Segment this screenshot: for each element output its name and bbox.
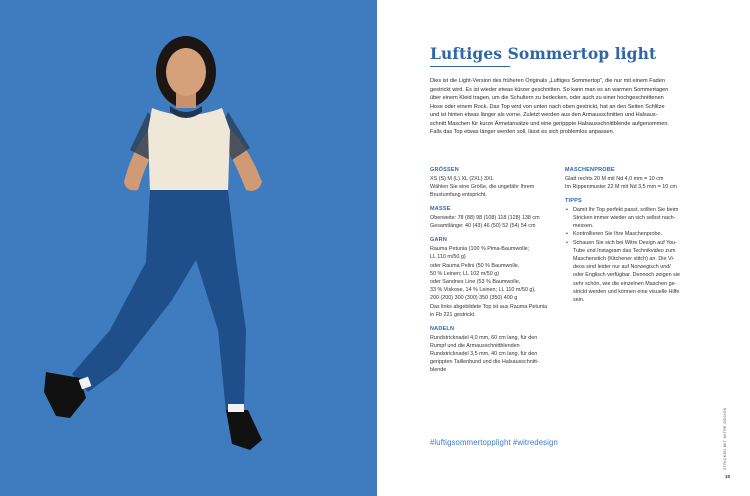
tip-line: • Schauen Sie sich bei Witre Design auf You-: [573, 239, 677, 246]
tip-item: [565, 206, 705, 231]
tip-line: Maschenstich (Kitchener stitch) an. Die Vi-: [573, 256, 675, 263]
running-footer: [723, 407, 733, 470]
nadeln-section: [430, 325, 555, 375]
section-line: Gesamtlänge: 40 (43) 46 (50) 52 (54) 54 cm: [430, 223, 536, 230]
maschenprobe-section: [565, 166, 705, 191]
tip-line: • Kontrollieren Sie Ihre Maschenprobe.: [573, 231, 662, 238]
running-footer-text: STRICKEN MIT WITRE DESIGN: [723, 407, 727, 470]
tip-item: [565, 239, 705, 305]
section-heading: MASCHENPROBE: [565, 167, 615, 173]
section-line: Rundstricknadel 3,5 mm, 40 cm lang, für den: [430, 351, 538, 358]
section-line: Das links abgebildete Top ist aus Rauma Petunia: [430, 303, 548, 310]
tip-line: sein.: [573, 297, 585, 304]
section-line: in Fb 221 gestrickt.: [430, 311, 476, 318]
tip-item: [565, 230, 705, 238]
section-line: blende: [430, 367, 447, 374]
section-line: Brustumfang entspricht.: [430, 192, 487, 199]
section-line: gerippten Taillenbund und die Halsausschnitt-: [430, 359, 539, 366]
section-line: XS (S) M (L) XL (2XL) 3XL: [430, 175, 494, 182]
section-line: Rundstricknadel 4,0 mm, 60 cm lang, für den: [430, 334, 538, 341]
section-line: Rumpf und die Armausschnittblenden: [430, 342, 520, 349]
section-heading: NADELN: [430, 325, 455, 332]
tipps-section: [565, 197, 705, 304]
intro-line: schnitt Maschen für kurze Ärmelansätze und eine geripppte Halsausschnittblende aufgenommen.: [430, 120, 669, 127]
section-line: 200 (200) 300 (300) 350 (350) 400 g: [430, 295, 518, 302]
tip-line: strickt werden und können eine visuelle Hilfe: [573, 288, 680, 295]
section-line: LL 110 m/50 g): [430, 254, 466, 261]
page-number: 15: [725, 474, 731, 479]
tip-line: oder Englisch verfügbar. Dennoch zeigen sie: [573, 272, 680, 279]
garn-section: [430, 236, 555, 319]
pattern-page: [377, 0, 750, 496]
title-underline: [430, 66, 510, 67]
intro-line: Hose oder einem Rock. Das Top wird von unten nach oben gestrickt, hat an den Seiten Schlitze: [430, 103, 665, 110]
tip-line: • Damit Ihr Top perfekt passt, sollten Sie beim: [573, 206, 679, 213]
section-line: 50 % Leinen; LL 102 m/50 g): [430, 270, 500, 277]
intro-line: gestrickt wird. Es ist wieder etwas kürzer geschnitten. So kann man es an warmen Sommertagen: [430, 86, 669, 93]
right-column: [565, 166, 705, 310]
section-line: Im Rippenmuster 22 M mit Nd 3,5 mm = 10 cm: [565, 183, 677, 190]
intro-line: Falls das Top etwas länger werden soll, lässt es sich problemlos anpassen.: [430, 129, 615, 135]
section-heading: GARN: [430, 237, 447, 244]
section-line: Glatt rechts 20 M mit Nd 4,0 mm = 10 cm: [565, 175, 664, 182]
tip-line: sehr schön, wie die einzelnen Maschen ge-: [573, 280, 677, 287]
section-heading: TIPPS: [565, 198, 582, 205]
intro-line: über einem Kleid tragen, um die Schultern zu bedecken, oder auch zu einer hochgeschnittenen: [430, 95, 664, 101]
groessen-section: [430, 166, 555, 199]
masse-section: [430, 205, 555, 230]
tip-line: deos sind leider nur auf Norwegisch und/: [573, 264, 671, 271]
section-line: Wählen Sie eine Größe, die ungefähr Ihrem: [430, 183, 535, 190]
tips-list: [565, 206, 705, 304]
section-heading: MASSE: [430, 206, 451, 213]
intro-line: und ist hinten etwas länger als vorne. Zuletzt werden aus den Armausschnitten und Halsaus-: [430, 112, 658, 118]
tip-line: messen.: [573, 223, 594, 230]
tip-line: Tube und Instagram das Technikvideo zum: [573, 247, 676, 254]
section-line: oder Sandnes Line (53 % Baumwolle,: [430, 278, 521, 285]
section-line: oder Rauma Pelini (50 % Baumwolle,: [430, 262, 520, 269]
intro-line: Dies ist die Light-Version des früheren Originals „Luftiges Sommertop“, die nur mit einem Faden: [430, 78, 665, 84]
section-line: 33 % Viskose, 14 % Leinen; LL 110 m/50 g),: [430, 287, 536, 294]
left-column: [430, 166, 555, 381]
page-title: Luftiges Sommertop light: [430, 44, 657, 63]
section-line: Oberweite: 78 (88) 98 (108) 118 (128) 138 cm: [430, 215, 540, 222]
intro-paragraph: [430, 77, 720, 137]
tip-line: Stricken immer wieder an sich selbst nach-: [573, 215, 676, 222]
section-heading: GRÖSSEN: [430, 167, 459, 173]
hashtags: #luftigsommertopplight #witredesign: [430, 438, 558, 447]
section-line: Rauma Petunia (100 % Pima-Baumwolle;: [430, 246, 530, 253]
